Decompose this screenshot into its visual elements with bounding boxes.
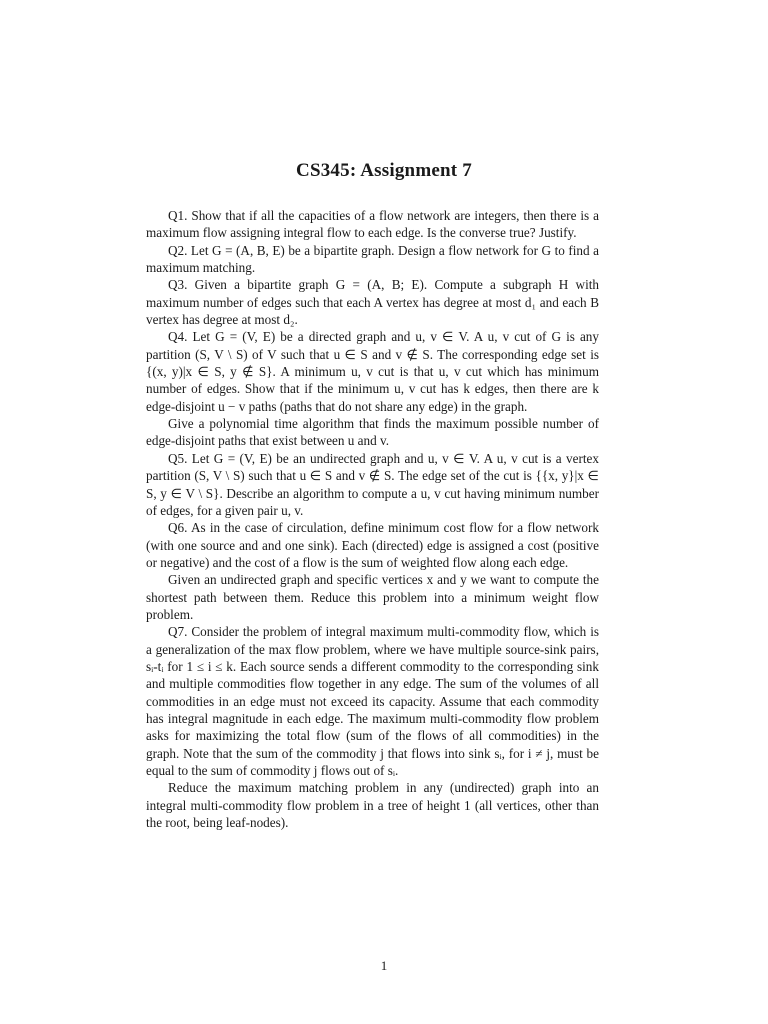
question-q7-followup: Reduce the maximum matching problem in any (undirected) graph into an integral multi-commodity flow problem in a tree of height 1 (all vertices, other than the root, being leaf-nodes).	[146, 780, 599, 831]
question-q4: Q4. Let G = (V, E) be a directed graph and u, v ∈ V. A u, v cut of G is any partition (S, V \ S) of V such that u ∈ S and v ∉ S. The corresponding edge set is {(x, y)|x ∈ S, y ∉ S}. A minimum u, v cut is that u, v cut which has minimum number of edges. Show that if the minimum u, v cut has k edges, then there are k edge-disjoint u − v paths (paths that do not share any edge) in the graph.	[146, 329, 599, 414]
question-q4-followup: Give a polynomial time algorithm that finds the maximum possible number of edge-disjoint paths that exist between u and v.	[146, 416, 599, 449]
question-q3: Q3. Given a bipartite graph G = (A, B; E). Compute a subgraph H with maximum number of edges such that each A vertex has degree at most d₁ and each B vertex has degree at most d₂.	[146, 277, 599, 328]
document-title: CS345: Assignment 7	[296, 160, 472, 181]
question-q6-followup: Given an undirected graph and specific vertices x and y we want to compute the shortest path between them. Reduce this problem into a minimum weight flow problem.	[146, 572, 599, 622]
question-q6: Q6. As in the case of circulation, define minimum cost flow for a flow network (with one source and and one sink). Each (directed) edge is assigned a cost (positive or negative) and the cost of a flow is the sum of weighted flow along each edge.	[146, 520, 599, 570]
page-number: 1	[380, 958, 388, 973]
question-q7: Q7. Consider the problem of integral maximum multi-commodity flow, which is a generalization of the max flow problem, where we have multiple source-sink pairs, sᵢ-tᵢ for 1 ≤ i ≤ k. Each source sends a different commodity to the corresponding sink and multiple commodities flow together in any edge. The sum of the volumes of all commodities in an edge must not exceed its capacity. Assume that each commodity has integral magnitude in each edge. The maximum multi-commodity flow problem asks for maximizing the total flow (sum of the flows of all commodities) in the graph. Note that the sum of the commodity j that flows into sink sᵢ, for i ≠ j, must be equal to the sum of commodity j flows out of sᵢ.	[146, 624, 599, 778]
question-q5: Q5. Let G = (V, E) be an undirected graph and u, v ∈ V. A u, v cut is a vertex partition (S, V \ S) such that u ∈ S and v ∉ S. The edge set of the cut is {{x, y}|x ∈ S, y ∈ V \ S}. Describe an algorithm to compute a u, v cut having minimum number of edges, for a given pair u, v.	[146, 450, 599, 518]
document-body	[146, 207, 599, 831]
question-q2: Q2. Let G = (A, B, E) be a bipartite graph. Design a flow network for G to find a maximum matching.	[146, 242, 599, 276]
question-q1: Q1. Show that if all the capacities of a flow network are integers, then there is a maximum flow assigning integral flow to each edge. Is the converse true? Justify.	[146, 208, 599, 241]
